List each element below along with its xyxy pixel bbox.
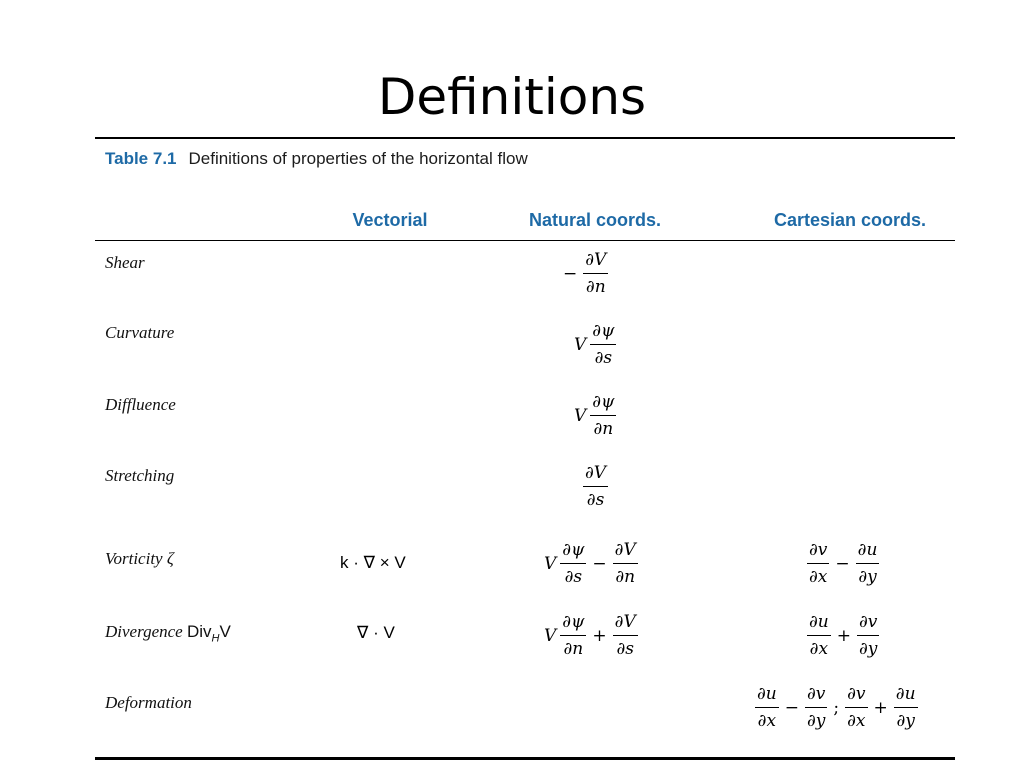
cell-divergence-vectorial: ∇ · V [357, 623, 395, 642]
cell-diffluence-natural: V $\frac{\partial\psi}{\partial n}$ [574, 392, 615, 439]
row-label-vorticity: Vorticity ζ [105, 549, 174, 568]
cell-vorticity-natural: V $\frac{\partial\psi}{\partial s}$ − $\frac{\partial V}{\partial n}$ [544, 540, 636, 587]
row-label-divergence [105, 622, 231, 644]
table-top-rule [95, 137, 955, 139]
cell-vorticity-cartesian: $\frac{\partial v}{\partial x}$ − $\frac{\partial u}{\partial y}$ [809, 540, 878, 587]
table-caption [105, 147, 528, 171]
table-bottom-rule [95, 757, 955, 760]
table-number: Table 7.1 [105, 149, 177, 168]
column-header-cartesian: Cartesian coords. [773, 210, 927, 230]
row-label-divergence-word: Divergence [105, 622, 183, 641]
column-header-natural: Natural coords. [528, 210, 662, 230]
cell-divergence-cartesian: $\frac{\partial u}{\partial x}$ + $\frac{\partial v}{\partial y}$ [809, 612, 878, 659]
row-label-diffluence: Diffluence [105, 395, 176, 414]
column-header-vectorial: Vectorial [352, 210, 428, 230]
cell-shear-natural: − $\frac{\partial V}{\partial n}$ [563, 250, 607, 297]
slide-title: Definitions [377, 68, 647, 126]
row-label-divergence-symbol: Div$_H$V [186, 622, 231, 645]
cell-vorticity-vectorial: k · ∇ × V [340, 553, 406, 572]
row-label-shear: Shear [105, 253, 145, 272]
cell-divergence-natural: V $\frac{\partial\psi}{\partial n}$ + $\frac{\partial V}{\partial s}$ [544, 612, 636, 659]
cell-stretching-natural: $\frac{\partial V}{\partial s}$ [585, 463, 607, 510]
row-label-stretching: Stretching [105, 466, 175, 485]
row-label-curvature: Curvature [105, 323, 175, 342]
table-header-rule [95, 240, 955, 241]
cell-curvature-natural: V $\frac{\partial\psi}{\partial s}$ [574, 321, 615, 368]
row-label-deformation: Deformation [105, 693, 192, 712]
table-caption-text: Definitions of properties of the horizontal flow [188, 149, 528, 168]
cell-deformation-cartesian: $\frac{\partial u}{\partial x}$ − $\frac{\partial v}{\partial y}$ ; $\frac{\partial v}{\partial x}$ + $\frac{\partial u}{\partial y}$ [757, 684, 916, 731]
